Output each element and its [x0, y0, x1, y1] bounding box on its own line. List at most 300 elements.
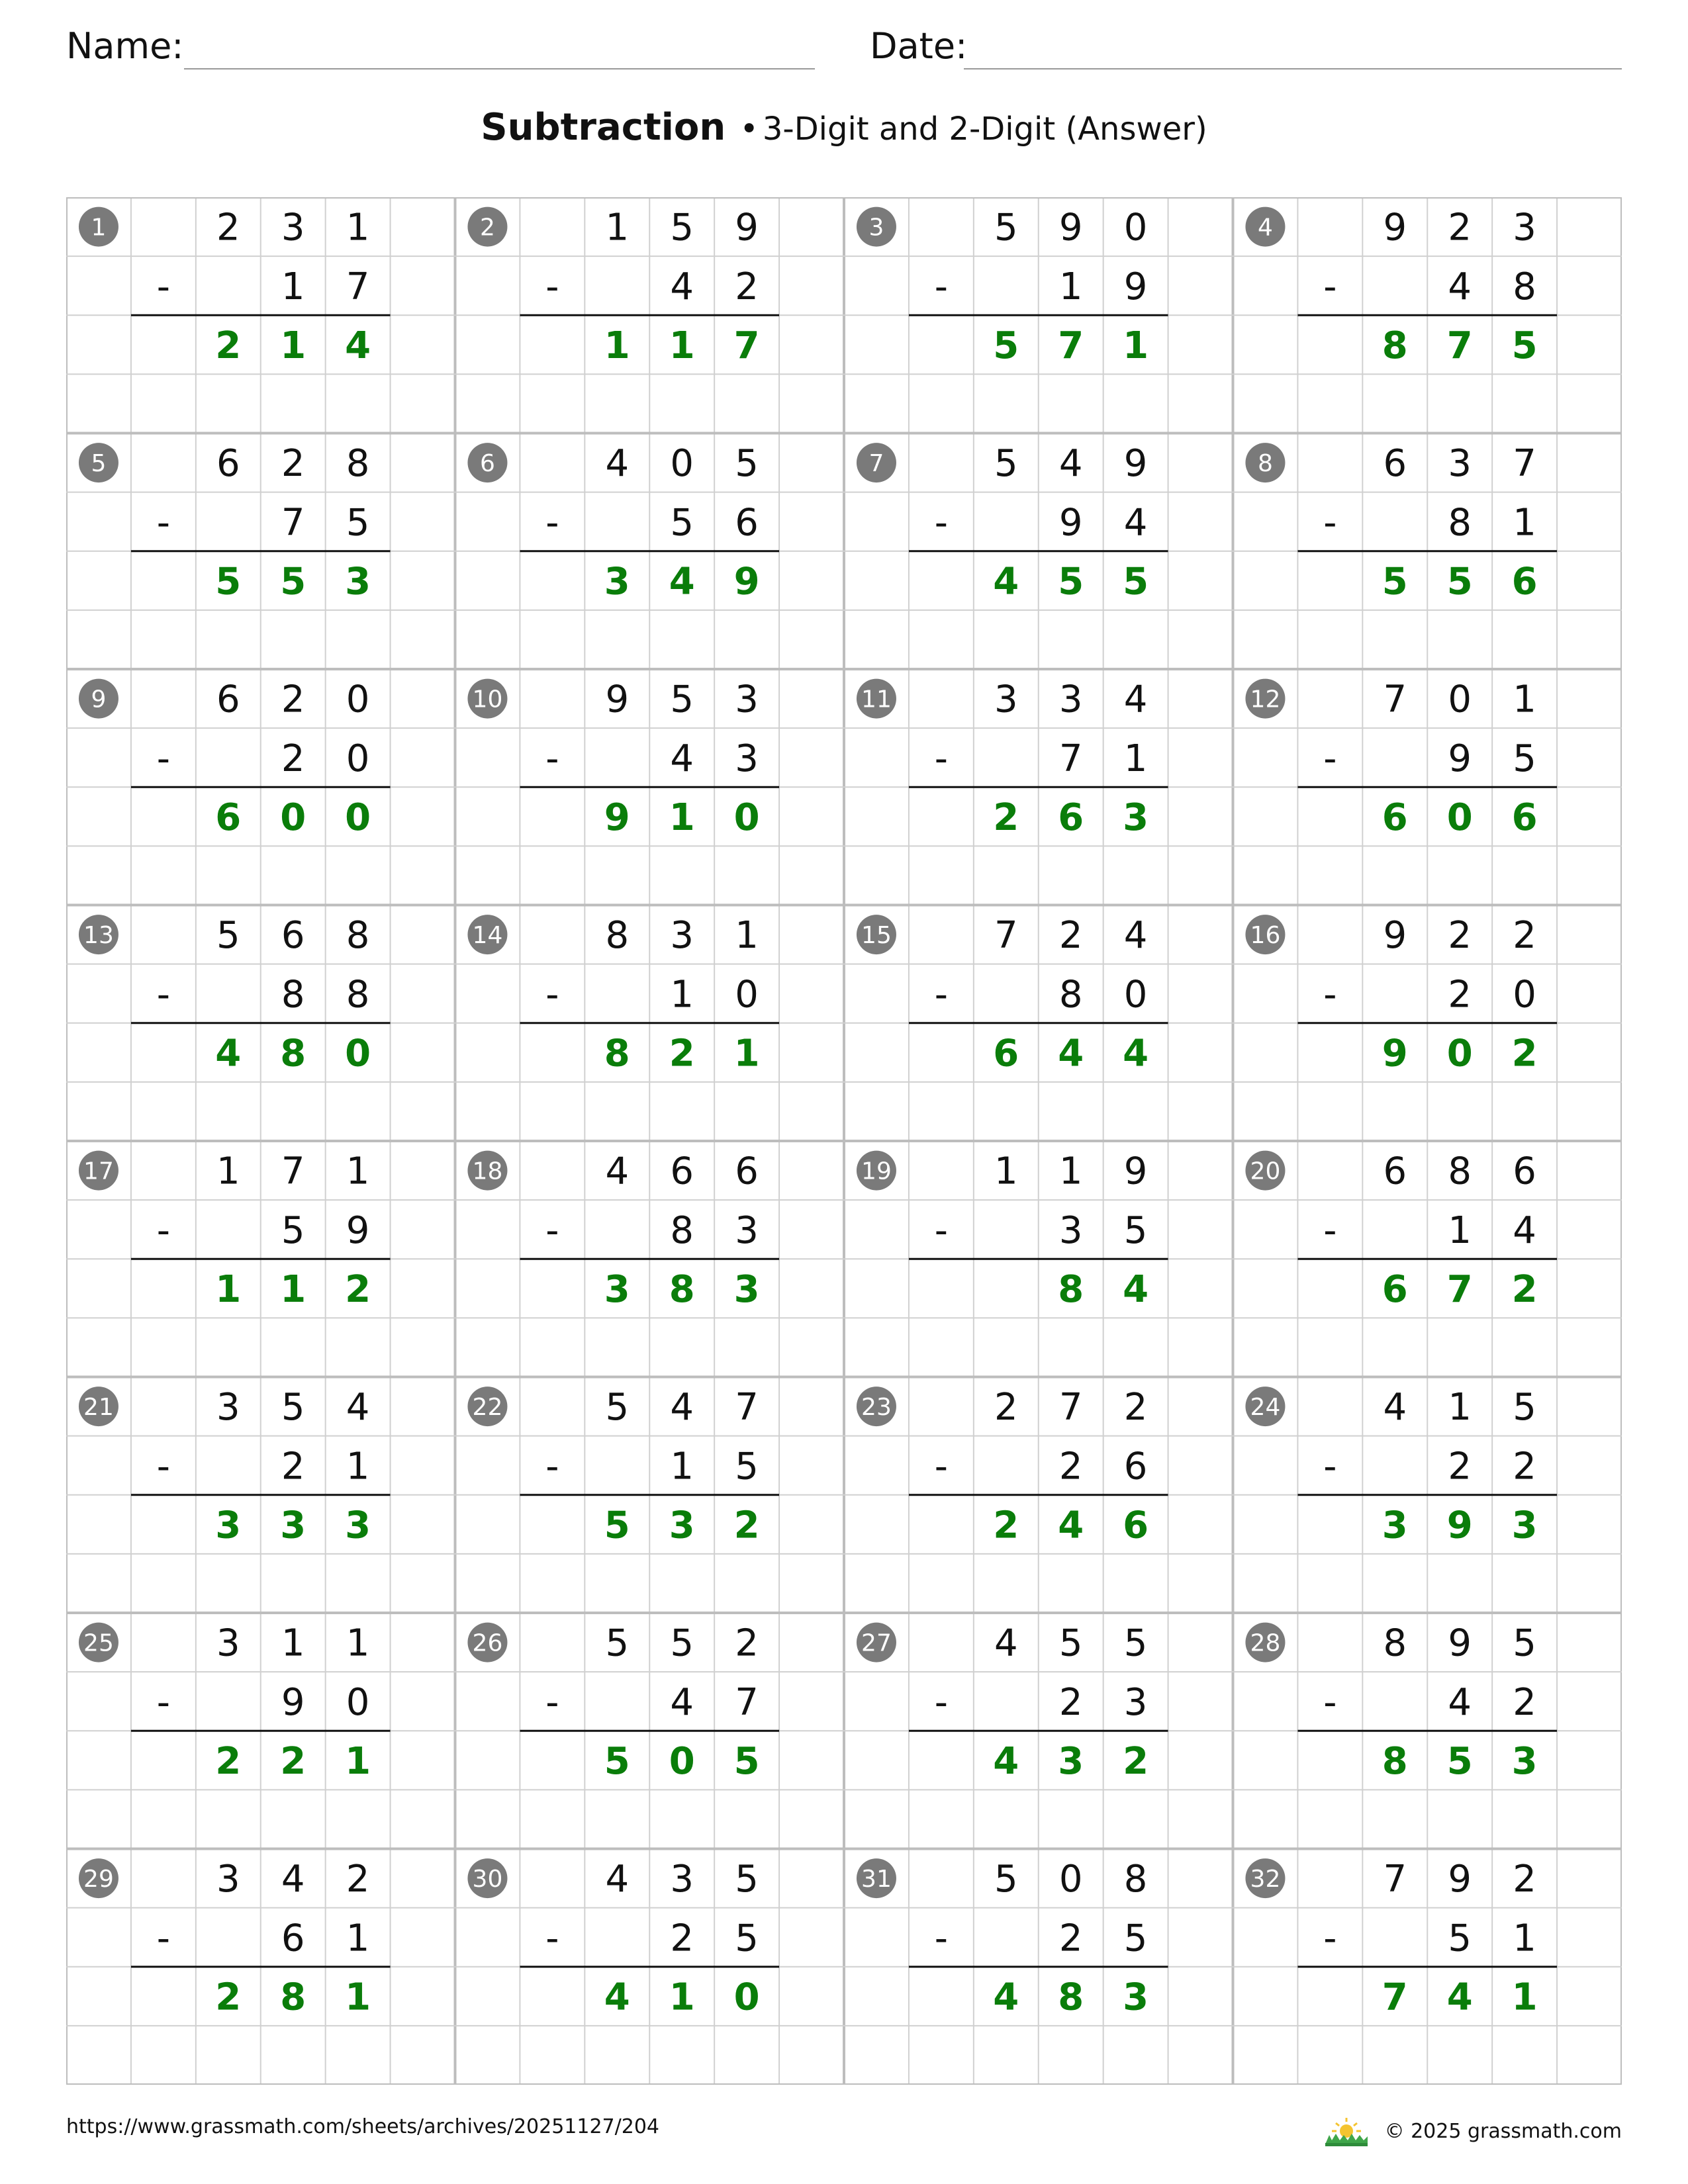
answer-digit: 8	[280, 1976, 306, 2019]
minuend-digit: 9	[1383, 914, 1407, 958]
subtrahend-digit: 6	[1123, 1445, 1148, 1488]
subtrahend-digit: 9	[346, 1208, 370, 1252]
subtrahend-digit: 5	[1123, 1208, 1148, 1252]
answer-digit: 8	[669, 1267, 695, 1311]
problem-number: 10	[472, 686, 503, 713]
minuend-digit: 8	[605, 914, 630, 958]
problem-number: 26	[472, 1629, 503, 1657]
minus-operator: -	[934, 1208, 948, 1252]
answer-digit: 4	[993, 1976, 1019, 2019]
minus-operator: -	[934, 1680, 948, 1724]
minus-operator: -	[1323, 1208, 1337, 1252]
answer-digit: 2	[1511, 1267, 1538, 1311]
minuend-digit: 3	[216, 1858, 240, 1901]
answer-digit: 0	[733, 1976, 760, 2019]
minus-operator: -	[545, 973, 559, 1017]
answer-digit: 8	[1382, 324, 1408, 367]
subtrahend-digit: 2	[281, 1445, 305, 1488]
minuend-digit: 5	[994, 206, 1018, 250]
answer-digit: 6	[1123, 1504, 1149, 1547]
subtrahend-digit: 3	[735, 1208, 759, 1252]
answer-digit: 3	[1511, 1504, 1538, 1547]
minuend-digit: 7	[1383, 678, 1407, 721]
subtrahend-digit: 4	[670, 737, 694, 780]
subtrahend-digit: 0	[1513, 973, 1536, 1017]
minus-operator: -	[156, 1208, 170, 1252]
minuend-digit: 5	[216, 914, 240, 958]
minuend-digit: 5	[1513, 1386, 1536, 1430]
answer-digit: 4	[345, 324, 371, 367]
minuend-digit: 0	[1058, 1858, 1083, 1901]
subtrahend-digit: 0	[346, 1680, 370, 1724]
answer-digit: 6	[215, 796, 242, 839]
answer-digit: 9	[604, 796, 630, 839]
answer-digit: 3	[1058, 1739, 1084, 1783]
subtrahend-digit: 1	[1123, 737, 1148, 780]
minuend-digit: 5	[994, 442, 1018, 486]
problem-number: 28	[1250, 1629, 1281, 1657]
subtrahend-digit: 2	[670, 1917, 694, 1960]
subtrahend-digit: 9	[281, 1680, 305, 1724]
minuend-digit: 8	[1448, 1150, 1472, 1193]
answer-digit: 1	[604, 324, 630, 367]
minuend-digit: 1	[1058, 1150, 1083, 1193]
subtrahend-digit: 4	[1513, 1208, 1536, 1252]
answer-digit: 0	[733, 796, 760, 839]
minuend-digit: 2	[735, 1621, 759, 1665]
answer-digit: 8	[1382, 1739, 1408, 1783]
answer-digit: 5	[215, 560, 242, 604]
minus-operator: -	[545, 501, 559, 545]
answer-digit: 2	[1123, 1739, 1149, 1783]
answer-digit: 4	[1446, 1976, 1473, 2019]
minuend-digit: 5	[281, 1386, 305, 1430]
answer-digit: 4	[993, 560, 1019, 604]
answer-digit: 4	[1123, 1032, 1149, 1075]
minuend-digit: 6	[1383, 1150, 1407, 1193]
answer-digit: 1	[280, 1267, 306, 1311]
minuend-digit: 5	[735, 1858, 759, 1901]
page-title	[0, 106, 1688, 149]
minuend-digit: 7	[1058, 1386, 1083, 1430]
answer-digit: 6	[993, 1032, 1019, 1075]
minuend-digit: 6	[1513, 1150, 1536, 1193]
subtrahend-digit: 3	[735, 737, 759, 780]
answer-digit: 0	[669, 1739, 695, 1783]
answer-digit: 8	[604, 1032, 630, 1075]
subtrahend-digit: 8	[670, 1208, 694, 1252]
subtrahend-digit: 6	[281, 1917, 305, 1960]
minuend-digit: 4	[1123, 914, 1148, 958]
subtrahend-digit: 2	[1448, 1445, 1472, 1488]
subtrahend-digit: 7	[346, 265, 370, 308]
subtrahend-digit: 9	[1058, 501, 1083, 545]
minus-operator: -	[1323, 1445, 1337, 1488]
subtrahend-digit: 8	[1058, 973, 1083, 1017]
answer-digit: 0	[280, 796, 306, 839]
subtrahend-digit: 1	[1513, 501, 1536, 545]
subtrahend-digit: 5	[735, 1917, 759, 1960]
problem-number: 22	[472, 1394, 503, 1422]
minuend-digit: 9	[1383, 206, 1407, 250]
problem-number: 3	[868, 214, 884, 242]
grass-sun-logo-icon	[1323, 2115, 1370, 2147]
subtrahend-digit: 5	[1123, 1917, 1148, 1960]
minuend-digit: 9	[1058, 206, 1083, 250]
minuend-digit: 4	[994, 1621, 1018, 1665]
answer-digit: 5	[1123, 560, 1149, 604]
minus-operator: -	[156, 973, 170, 1017]
minuend-digit: 3	[216, 1386, 240, 1430]
minuend-digit: 0	[1123, 206, 1148, 250]
minuend-digit: 2	[1058, 914, 1083, 958]
answer-digit: 5	[1446, 1739, 1473, 1783]
minuend-digit: 0	[346, 678, 370, 721]
minuend-digit: 2	[994, 1386, 1018, 1430]
problem-number: 17	[83, 1158, 114, 1185]
date-line[interactable]	[964, 68, 1622, 69]
minus-operator: -	[545, 265, 559, 308]
subtrahend-digit: 5	[1513, 737, 1536, 780]
minuend-digit: 7	[735, 1386, 759, 1430]
answer-digit: 0	[345, 1032, 371, 1075]
problem-number: 27	[861, 1629, 892, 1657]
answer-digit: 6	[1511, 796, 1538, 839]
problem-number: 4	[1258, 214, 1273, 242]
answer-digit: 1	[215, 1267, 242, 1311]
subtrahend-digit: 5	[1448, 1917, 1472, 1960]
answer-digit: 3	[669, 1504, 695, 1547]
subtrahend-digit: 5	[670, 501, 694, 545]
answer-digit: 2	[993, 796, 1019, 839]
answer-digit: 5	[993, 324, 1019, 367]
problem-number: 25	[83, 1629, 114, 1657]
subtrahend-digit: 2	[1058, 1917, 1083, 1960]
minuend-digit: 5	[735, 442, 759, 486]
answer-digit: 0	[1446, 796, 1473, 839]
minuend-digit: 1	[994, 1150, 1018, 1193]
subtrahend-digit: 2	[1058, 1680, 1083, 1724]
problem-number: 30	[472, 1866, 503, 1893]
answer-digit: 3	[280, 1504, 306, 1547]
minuend-digit: 3	[1513, 206, 1536, 250]
minus-operator: -	[156, 501, 170, 545]
minuend-digit: 9	[735, 206, 759, 250]
minuend-digit: 5	[605, 1621, 630, 1665]
answer-digit: 1	[669, 324, 695, 367]
problem-number: 12	[1250, 686, 1281, 713]
minus-operator: -	[156, 265, 170, 308]
minuend-digit: 9	[1123, 442, 1148, 486]
minus-operator: -	[545, 737, 559, 780]
minuend-digit: 5	[670, 1621, 694, 1665]
problem-number: 23	[861, 1394, 892, 1422]
minuend-digit: 7	[281, 1150, 305, 1193]
minuend-digit: 1	[281, 1621, 305, 1665]
subtrahend-digit: 1	[1058, 265, 1083, 308]
minus-operator: -	[1323, 265, 1337, 308]
problem-number: 9	[91, 686, 107, 713]
minuend-digit: 1	[1513, 678, 1536, 721]
minuend-digit: 8	[1123, 1858, 1148, 1901]
subtrahend-digit: 2	[281, 737, 305, 780]
subtrahend-digit: 7	[1058, 737, 1083, 780]
answer-digit: 6	[1382, 1267, 1408, 1311]
minus-operator: -	[156, 1680, 170, 1724]
answer-digit: 3	[345, 1504, 371, 1547]
answer-digit: 8	[280, 1032, 306, 1075]
minuend-digit: 4	[605, 1858, 630, 1901]
subtrahend-digit: 2	[1513, 1445, 1536, 1488]
minus-operator: -	[156, 737, 170, 780]
minuend-digit: 2	[346, 1858, 370, 1901]
answer-digit: 4	[604, 1976, 630, 2019]
minuend-digit: 4	[670, 1386, 694, 1430]
footer-copyright: © 2025 grassmath.com	[1384, 2119, 1622, 2143]
answer-digit: 5	[604, 1504, 630, 1547]
minuend-digit: 9	[1448, 1621, 1472, 1665]
minuend-digit: 1	[346, 1150, 370, 1193]
answer-digit: 7	[1446, 1267, 1473, 1311]
minus-operator: -	[156, 1445, 170, 1488]
minuend-digit: 6	[281, 914, 305, 958]
answer-digit: 1	[345, 1739, 371, 1783]
answer-digit: 9	[733, 560, 760, 604]
answer-digit: 5	[1446, 560, 1473, 604]
minuend-digit: 3	[670, 1858, 694, 1901]
problem-number: 6	[480, 450, 495, 478]
minuend-digit: 5	[1513, 1621, 1536, 1665]
minuend-digit: 2	[1513, 1858, 1536, 1901]
subtrahend-digit: 1	[670, 1445, 694, 1488]
minus-operator: -	[934, 973, 948, 1017]
subtrahend-digit: 8	[1513, 265, 1536, 308]
subtrahend-digit: 8	[1448, 501, 1472, 545]
worksheet-grid	[66, 197, 1622, 2085]
subtrahend-digit: 3	[1058, 1208, 1083, 1252]
subtrahend-digit: 1	[1448, 1208, 1472, 1252]
minus-operator: -	[545, 1680, 559, 1724]
subtrahend-digit: 4	[1448, 265, 1472, 308]
subtrahend-digit: 0	[346, 737, 370, 780]
subtrahend-digit: 2	[1513, 1680, 1536, 1724]
title-subtitle: 3-Digit and 2-Digit (Answer)	[762, 111, 1207, 148]
minus-operator: -	[156, 1917, 170, 1960]
answer-digit: 2	[215, 1739, 242, 1783]
answer-digit: 3	[1382, 1504, 1408, 1547]
problem-number: 11	[861, 686, 892, 713]
minuend-digit: 3	[216, 1621, 240, 1665]
minus-operator: -	[545, 1917, 559, 1960]
problem-number: 19	[861, 1158, 892, 1185]
subtrahend-digit: 1	[670, 973, 694, 1017]
minuend-digit: 2	[216, 206, 240, 250]
minuend-digit: 3	[994, 678, 1018, 721]
problem-number: 2	[480, 214, 495, 242]
answer-digit: 2	[669, 1032, 695, 1075]
answer-digit: 3	[604, 1267, 630, 1311]
worksheet-grid-svg	[66, 197, 1622, 2085]
minuend-digit: 3	[735, 678, 759, 721]
answer-digit: 6	[1382, 796, 1408, 839]
subtrahend-digit: 4	[1123, 501, 1148, 545]
subtrahend-digit: 5	[346, 501, 370, 545]
answer-digit: 2	[733, 1504, 760, 1547]
answer-digit: 5	[733, 1739, 760, 1783]
answer-digit: 7	[733, 324, 760, 367]
answer-digit: 8	[1058, 1976, 1084, 2019]
problem-number: 29	[83, 1866, 114, 1893]
minuend-digit: 6	[216, 442, 240, 486]
problem-number: 16	[1250, 922, 1281, 950]
minus-operator: -	[934, 1917, 948, 1960]
minuend-digit: 6	[216, 678, 240, 721]
title-separator: •	[739, 111, 759, 148]
minuend-digit: 7	[1513, 442, 1536, 486]
answer-digit: 1	[1123, 324, 1149, 367]
answer-digit: 3	[215, 1504, 242, 1547]
minuend-digit: 5	[670, 678, 694, 721]
subtrahend-digit: 2	[1448, 973, 1472, 1017]
subtrahend-digit: 1	[1513, 1917, 1536, 1960]
minuend-digit: 6	[670, 1150, 694, 1193]
answer-digit: 1	[669, 796, 695, 839]
minuend-digit: 9	[1123, 1150, 1148, 1193]
answer-digit: 4	[1123, 1267, 1149, 1311]
footer-url: https://www.grassmath.com/sheets/archives/20251127/204	[66, 2115, 660, 2138]
subtrahend-digit: 5	[281, 1208, 305, 1252]
minuend-digit: 4	[346, 1386, 370, 1430]
answer-digit: 5	[1511, 324, 1538, 367]
answer-digit: 9	[1382, 1032, 1408, 1075]
answer-digit: 2	[993, 1504, 1019, 1547]
problem-number: 8	[1258, 450, 1273, 478]
subtrahend-digit: 7	[281, 501, 305, 545]
subtrahend-digit: 0	[735, 973, 759, 1017]
minuend-digit: 4	[1058, 442, 1083, 486]
minuend-digit: 2	[1513, 914, 1536, 958]
answer-digit: 2	[345, 1267, 371, 1311]
minuend-digit: 3	[1448, 442, 1472, 486]
minus-operator: -	[545, 1208, 559, 1252]
minus-operator: -	[545, 1445, 559, 1488]
minus-operator: -	[1323, 973, 1337, 1017]
subtrahend-digit: 7	[735, 1680, 759, 1724]
minuend-digit: 4	[1123, 678, 1148, 721]
answer-digit: 1	[1511, 1976, 1538, 2019]
title-main: Subtraction	[481, 106, 726, 149]
problem-number: 32	[1250, 1866, 1281, 1893]
minuend-digit: 2	[281, 442, 305, 486]
answer-digit: 5	[604, 1739, 630, 1783]
answer-digit: 8	[1058, 1267, 1084, 1311]
answer-digit: 4	[1058, 1032, 1084, 1075]
answer-digit: 0	[1446, 1032, 1473, 1075]
minuend-digit: 1	[346, 1621, 370, 1665]
minuend-digit: 4	[1383, 1386, 1407, 1430]
answer-digit: 5	[280, 560, 306, 604]
minuend-digit: 8	[346, 914, 370, 958]
minuend-digit: 9	[605, 678, 630, 721]
minus-operator: -	[1323, 1680, 1337, 1724]
answer-digit: 4	[1058, 1504, 1084, 1547]
answer-digit: 1	[669, 1976, 695, 2019]
answer-digit: 4	[993, 1739, 1019, 1783]
subtrahend-digit: 9	[1123, 265, 1148, 308]
minuend-digit: 7	[1383, 1858, 1407, 1901]
name-line[interactable]	[184, 68, 815, 69]
minuend-digit: 7	[994, 914, 1018, 958]
minuend-digit: 1	[216, 1150, 240, 1193]
answer-digit: 5	[1058, 560, 1084, 604]
minus-operator: -	[1323, 501, 1337, 545]
answer-digit: 3	[345, 560, 371, 604]
subtrahend-digit: 1	[346, 1445, 370, 1488]
answer-digit: 7	[1058, 324, 1084, 367]
answer-digit: 6	[1058, 796, 1084, 839]
minuend-digit: 3	[1058, 678, 1083, 721]
minuend-digit: 8	[346, 442, 370, 486]
answer-digit: 3	[1123, 796, 1149, 839]
minuend-digit: 2	[1123, 1386, 1148, 1430]
minuend-digit: 6	[735, 1150, 759, 1193]
problem-number: 7	[868, 450, 884, 478]
problem-number: 13	[83, 922, 114, 950]
answer-digit: 5	[1382, 560, 1408, 604]
minus-operator: -	[1323, 1917, 1337, 1960]
subtrahend-digit: 0	[1123, 973, 1148, 1017]
answer-digit: 3	[733, 1267, 760, 1311]
answer-digit: 1	[733, 1032, 760, 1075]
answer-digit: 3	[1123, 1976, 1149, 2019]
subtrahend-digit: 1	[281, 265, 305, 308]
minuend-digit: 1	[346, 206, 370, 250]
minuend-digit: 0	[1448, 678, 1472, 721]
minuend-digit: 3	[670, 914, 694, 958]
subtrahend-digit: 4	[670, 265, 694, 308]
minuend-digit: 3	[281, 206, 305, 250]
answer-digit: 2	[215, 324, 242, 367]
subtrahend-digit: 4	[670, 1680, 694, 1724]
answer-digit: 4	[669, 560, 695, 604]
subtrahend-digit: 6	[735, 501, 759, 545]
minus-operator: -	[934, 1445, 948, 1488]
minuend-digit: 4	[605, 1150, 630, 1193]
answer-digit: 2	[215, 1976, 242, 2019]
minuend-digit: 9	[1448, 1858, 1472, 1901]
minuend-digit: 0	[670, 442, 694, 486]
minuend-digit: 2	[1448, 206, 1472, 250]
minuend-digit: 4	[605, 442, 630, 486]
minus-operator: -	[934, 737, 948, 780]
answer-digit: 2	[280, 1739, 306, 1783]
date-label: Date:	[870, 25, 968, 67]
subtrahend-digit: 4	[1448, 1680, 1472, 1724]
problem-number: 18	[472, 1158, 503, 1185]
subtrahend-digit: 2	[1058, 1445, 1083, 1488]
subtrahend-digit: 1	[346, 1917, 370, 1960]
minuend-digit: 2	[281, 678, 305, 721]
minus-operator: -	[934, 501, 948, 545]
minuend-digit: 1	[735, 914, 759, 958]
minuend-digit: 2	[1448, 914, 1472, 958]
subtrahend-digit: 8	[346, 973, 370, 1017]
footer-right	[1323, 2115, 1622, 2147]
answer-digit: 9	[1446, 1504, 1473, 1547]
problem-number: 24	[1250, 1394, 1281, 1422]
name-label: Name:	[66, 25, 184, 67]
answer-digit: 1	[280, 324, 306, 367]
